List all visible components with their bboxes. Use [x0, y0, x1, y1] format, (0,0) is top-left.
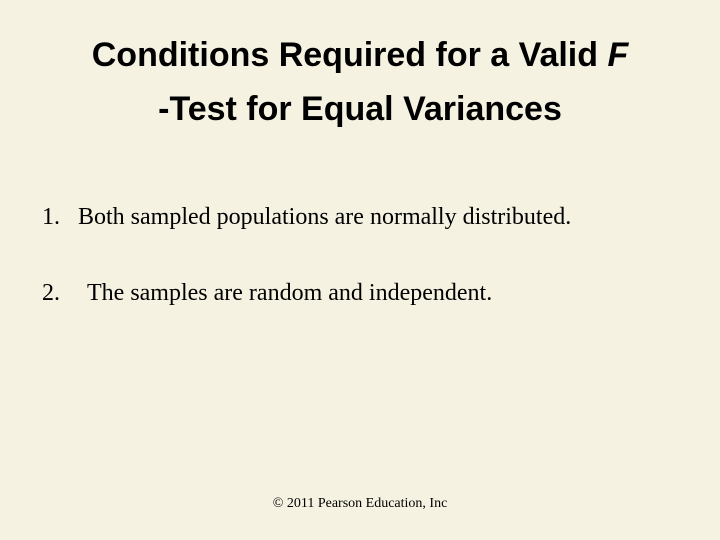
list-item-1	[42, 204, 571, 231]
title-line2-text: -Test for Equal Variances	[158, 90, 562, 128]
title-italic-f: F	[607, 36, 629, 74]
list-item-number: 2.	[42, 280, 60, 306]
list-item-number: 1.	[42, 204, 60, 230]
title-line1-text: Conditions Required for a Valid	[91, 36, 608, 74]
copyright-footer: © 2011 Pearson Education, Inc	[272, 496, 448, 511]
slide-title	[20, 28, 700, 136]
list-item-text: Both sampled populations are normally distributed.	[78, 204, 572, 230]
list-item-text: The samples are random and independent.	[87, 280, 493, 306]
list-item-2	[42, 280, 492, 307]
